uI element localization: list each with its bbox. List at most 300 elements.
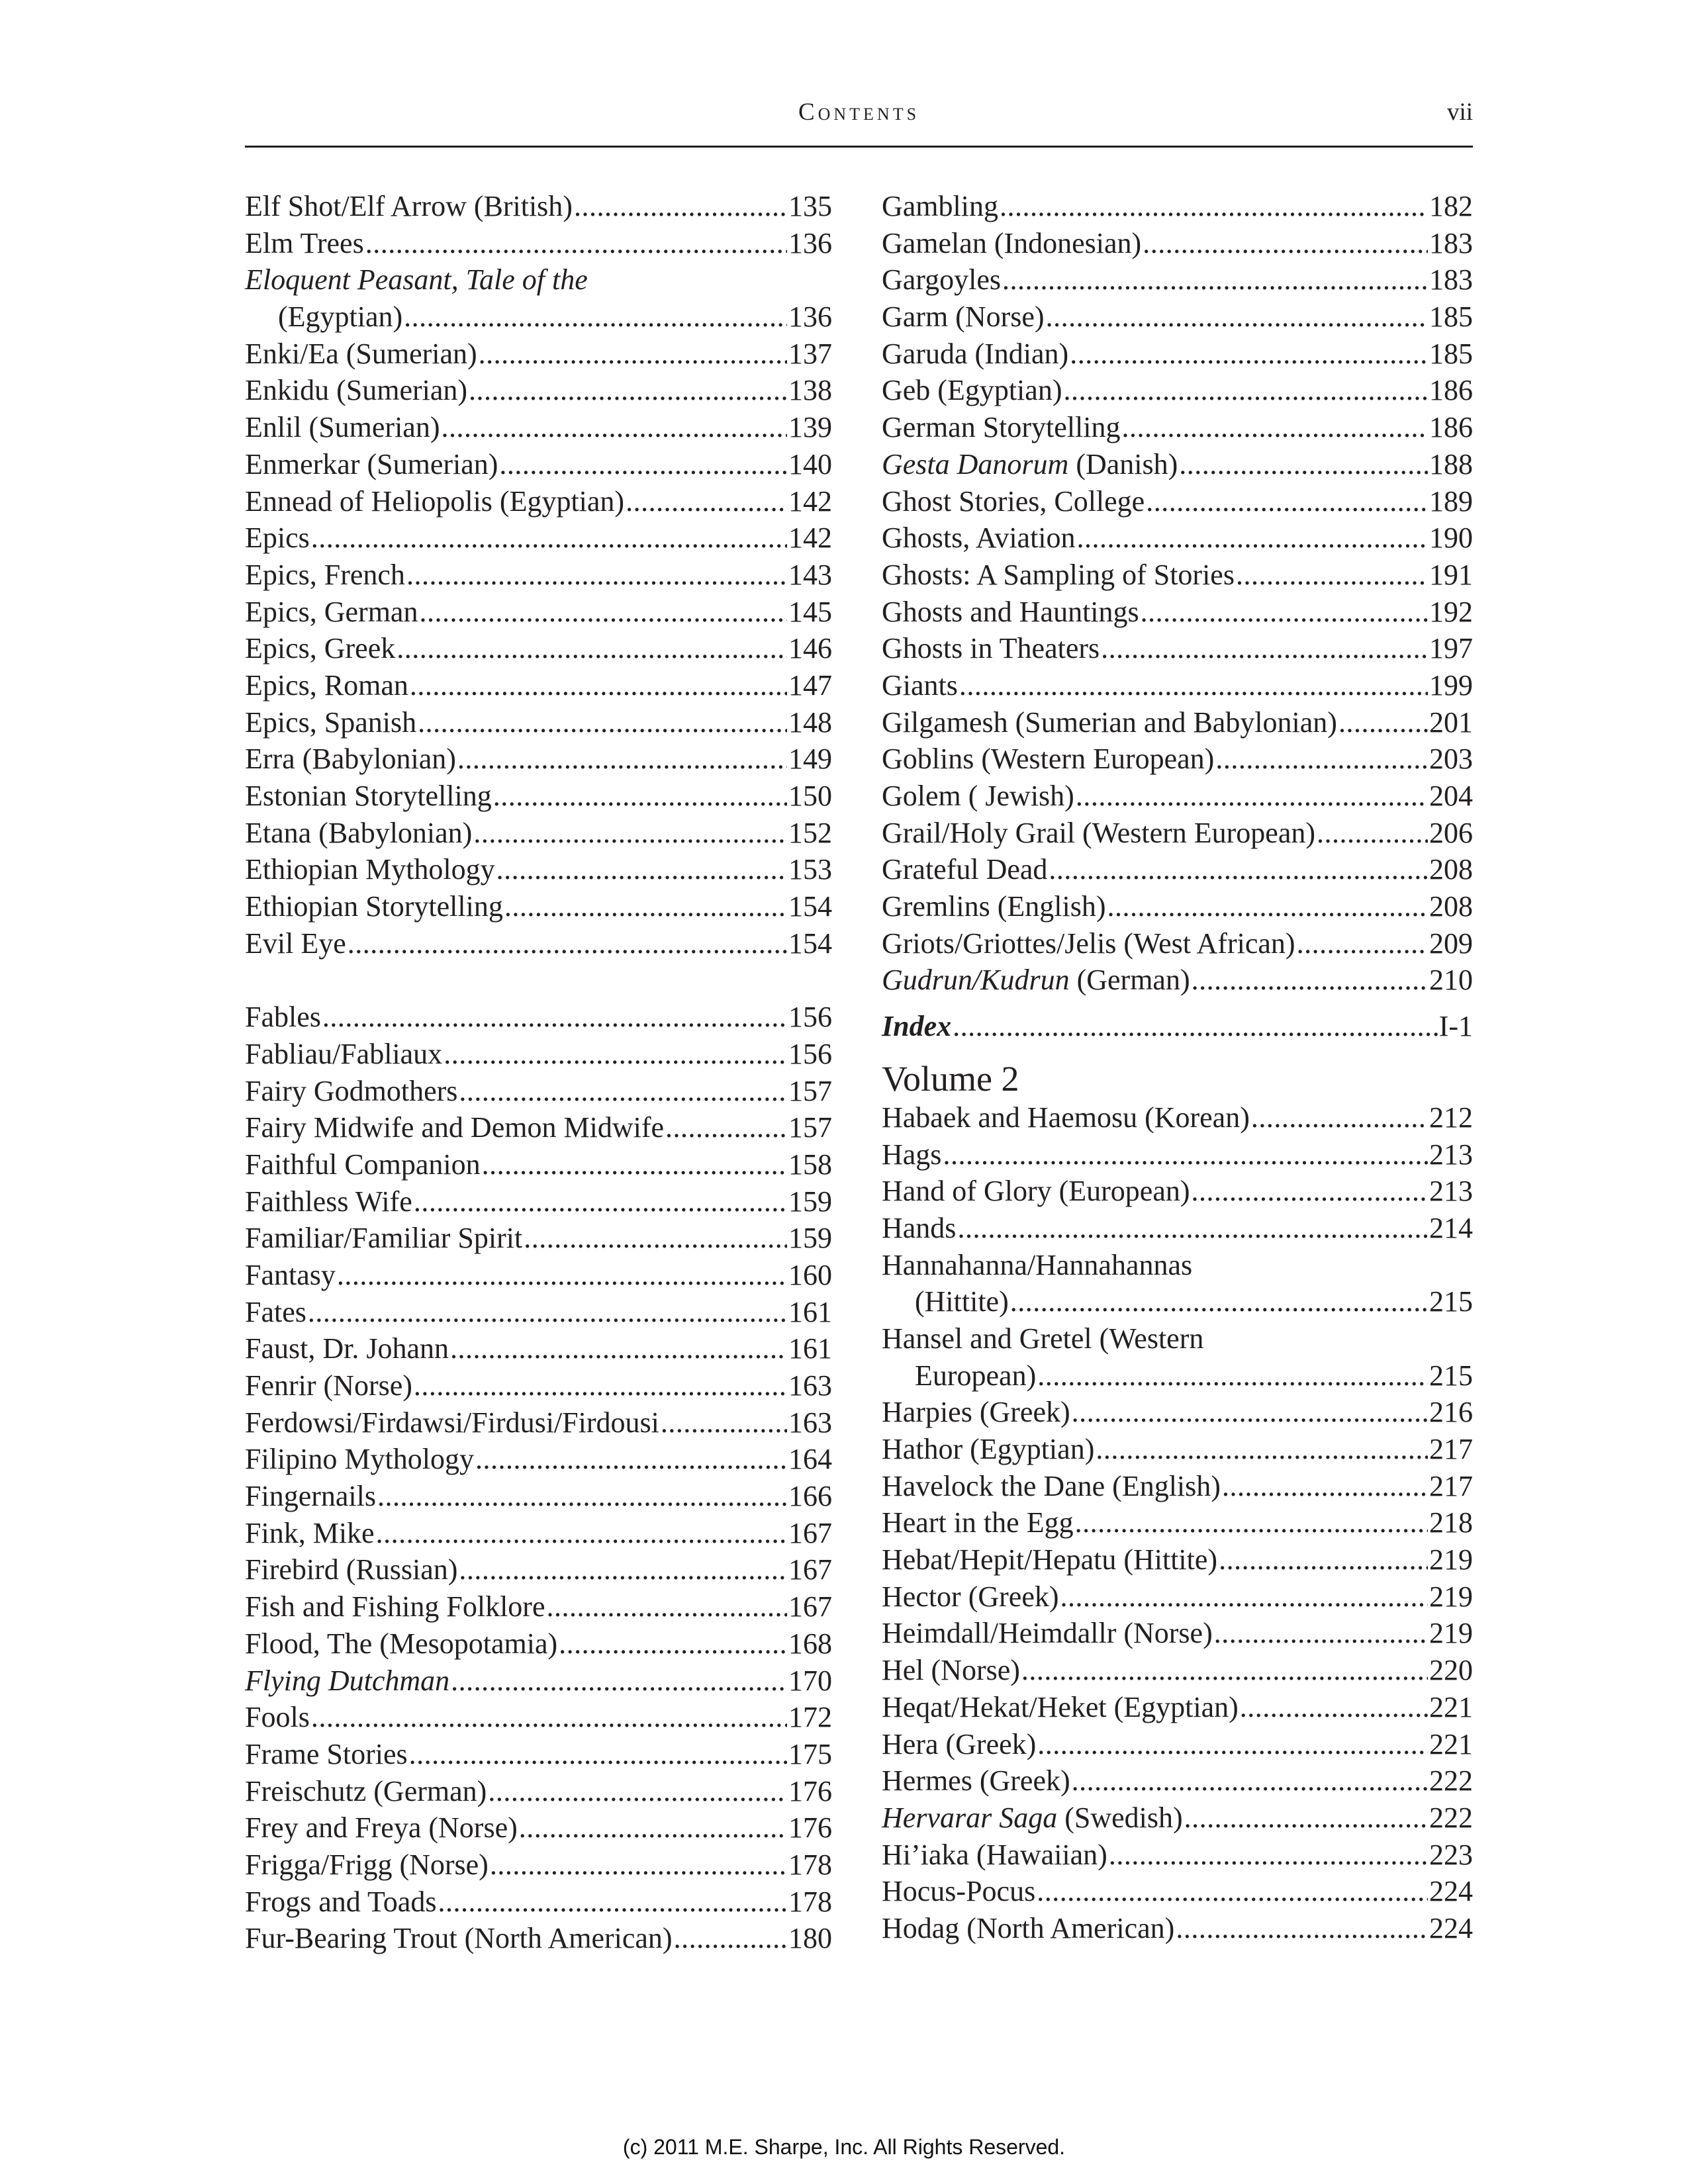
toc-entry[interactable] [882,704,1473,741]
toc-entry[interactable] [245,1294,832,1331]
toc-entry[interactable] [882,815,1473,852]
leader-dots [406,557,787,594]
toc-entry[interactable] [245,520,832,557]
entry-page: 146 [788,632,832,665]
page-number: vii [1446,99,1473,126]
leader-dots [519,1809,787,1846]
entry-page: 148 [788,705,832,739]
entry-title: Gargoyles [882,263,1002,296]
leader-dots [1010,1283,1428,1320]
leader-dots [959,667,1428,704]
toc-entry[interactable] [882,1873,1473,1910]
leader-dots [957,1210,1428,1247]
entry-page: 215 [1429,1359,1473,1392]
toc-entry[interactable] [245,1441,832,1478]
leader-dots [1251,1099,1428,1136]
entry-title: Hera (Greek) [882,1727,1037,1760]
entry-title: Grail/Holy Grail (Western European) [882,816,1315,849]
toc-entry[interactable] [882,1652,1473,1689]
entry-title: Erra (Babylonian) [245,743,456,776]
leader-dots [365,225,787,262]
entry-title: Fables [245,1001,321,1034]
entry-title: Etana (Babylonian) [245,816,473,849]
leader-dots [1236,557,1428,594]
entry-page: 167 [788,1553,832,1586]
toc-entry[interactable] [882,1541,1473,1578]
entry-page: 219 [1429,1617,1473,1650]
entry-page: 188 [1429,447,1473,480]
leader-dots [574,188,787,225]
entry-page: 185 [1429,337,1473,370]
toc-entry[interactable] [245,815,832,852]
leader-dots [451,1662,787,1700]
leader-dots [1179,446,1428,483]
toc-right-column [882,188,1473,1947]
entry-page: 209 [1429,927,1473,960]
leader-dots [661,1404,787,1441]
toc-entry[interactable] [245,1404,832,1441]
toc-entry[interactable] [245,630,832,667]
toc-entry[interactable] [245,1257,832,1294]
leader-dots [1070,336,1428,373]
leader-dots [1049,851,1428,888]
leader-dots [1000,188,1428,225]
toc-entry[interactable] [882,630,1473,667]
entry-page: 183 [1429,226,1473,259]
entry-title: Frame Stories [245,1737,408,1770]
entry-title: Hand of Glory (European) [882,1175,1190,1208]
entry-title: Fairy Midwife and Demon Midwife [245,1111,664,1144]
leader-dots [1075,1504,1428,1541]
leader-dots [1184,1799,1428,1837]
leader-dots [626,483,787,520]
entry-title: Firebird (Russian) [245,1553,458,1586]
entry-title: Fingernails [245,1480,376,1513]
entry-page: 186 [1429,374,1473,407]
entry-title: German Storytelling [882,411,1121,444]
leader-dots [490,1846,787,1884]
leader-dots [1072,1762,1428,1799]
entry-title: Ghosts in Theaters [882,632,1100,665]
toc-entry[interactable] [882,594,1473,631]
entry-page: 215 [1429,1285,1473,1318]
entry-page: 152 [788,816,832,849]
leader-dots [1077,520,1428,557]
toc-entry[interactable] [245,409,832,446]
running-head-title: Contents [798,99,920,126]
entry-page: 142 [788,522,832,555]
leader-dots [493,778,787,815]
entry-title-continued: European) [915,1359,1037,1392]
toc-entry[interactable] [882,446,1473,483]
leader-dots [1096,1431,1428,1468]
entry-page: 178 [788,1885,832,1918]
toc-entry[interactable] [245,1920,832,1957]
entry-page: 175 [788,1737,832,1770]
entry-title: Hel (Norse) [882,1654,1020,1687]
entry-page: 159 [788,1185,832,1218]
toc-entry[interactable] [245,188,832,225]
entry-page: 219 [1429,1580,1473,1613]
entry-title: Eloquent Peasant, Tale of the [245,263,588,296]
entry-page: 140 [788,447,832,480]
leader-dots [488,1773,787,1810]
toc-entry[interactable] [882,372,1473,409]
toc-entry[interactable] [882,778,1473,815]
entry-page: 157 [788,1111,832,1144]
leader-dots [499,446,787,483]
entry-title: Fish and Fishing Folklore [245,1590,545,1623]
entry-title: Hags [882,1138,942,1171]
volume-heading: Volume 2 [882,1058,1019,1099]
entry-page: 136 [788,300,832,334]
leader-dots [1072,1394,1428,1431]
entry-title: Epics, German [245,595,418,628]
entry-page: 168 [788,1627,832,1660]
entry-title: Goblins (Western European) [882,743,1215,776]
entry-title: Familiar/Familiar Spirit [245,1222,523,1255]
leader-dots [322,999,787,1036]
leader-dots [438,1884,787,1921]
toc-entry[interactable] [245,1036,832,1073]
section-spacer [245,962,832,999]
toc-entry[interactable] [882,409,1473,446]
toc-entry[interactable] [882,483,1473,520]
leader-dots [337,1257,787,1294]
leader-dots [397,630,787,667]
entry-title: Flying Dutchman [245,1664,450,1697]
entry-title: Fates [245,1295,306,1328]
entry-title: Gamelan (Indonesian) [882,226,1142,259]
entry-page: 219 [1429,1543,1473,1576]
toc-left-column [245,188,832,1957]
toc-entry[interactable] [245,1551,832,1588]
toc-entry[interactable] [245,1367,832,1404]
toc-entry[interactable] [882,188,1473,225]
leader-dots [1060,1578,1428,1615]
leader-dots [943,1136,1428,1173]
entry-title: Griots/Griottes/Jelis (West African) [882,927,1295,960]
entry-title: Epics, Roman [245,668,408,702]
leader-dots [504,888,787,925]
entry-page: 153 [788,853,832,886]
toc-entry[interactable] [882,1504,1473,1541]
toc-entry[interactable] [882,888,1473,925]
leader-dots [482,1146,787,1183]
leader-dots [1338,704,1428,741]
entry-page: 158 [788,1148,832,1181]
toc-entry[interactable] [245,483,832,520]
leader-dots [308,1294,787,1331]
entry-page: 218 [1429,1506,1473,1539]
toc-entry[interactable] [245,336,832,373]
entry-title: Fink, Mike [245,1516,375,1549]
entry-page: 167 [788,1590,832,1623]
entry-title: Enlil (Sumerian) [245,411,440,444]
toc-entry[interactable] [245,741,832,778]
entry-title: (Danish) [1068,447,1178,480]
entry-page: 222 [1429,1801,1473,1834]
entry-title: Frigga/Frigg (Norse) [245,1848,489,1881]
toc-entry[interactable] [882,1210,1473,1247]
entry-title: Ghosts and Hauntings [882,595,1139,628]
entry-title: Faust, Dr. Johann [245,1332,449,1365]
leader-dots [348,925,787,962]
entry-title: Heart in the Egg [882,1506,1074,1539]
leader-dots [475,1441,787,1478]
entry-title: Ghosts, Aviation [882,522,1076,555]
toc-entry[interactable] [882,1837,1473,1874]
leader-dots [1143,225,1428,262]
entry-page: 161 [788,1295,832,1328]
entry-title: Elm Trees [245,226,364,259]
leader-dots [1146,483,1428,520]
leader-dots [1101,630,1428,667]
leader-dots [1076,778,1428,815]
entry-page: 221 [1429,1690,1473,1723]
entry-title: Garuda (Indian) [882,337,1069,370]
entry-title: Hannahanna/Hannahannas [882,1248,1193,1281]
leader-dots [1021,1652,1428,1689]
toc-entry[interactable] [245,594,832,631]
entry-page: 217 [1429,1433,1473,1466]
toc-entry[interactable] [245,1109,832,1146]
entry-title: Frogs and Toads [245,1885,437,1918]
toc-entry[interactable] [245,1809,832,1846]
entry-page: 163 [788,1369,832,1402]
toc-entry[interactable] [882,1136,1473,1173]
header-rule [245,146,1473,148]
toc-entry[interactable] [882,557,1473,594]
entry-page: 178 [788,1848,832,1881]
toc-entry[interactable] [245,778,832,815]
entry-page: 136 [788,226,832,259]
entry-title: Evil Eye [245,927,346,960]
entry-page: 208 [1429,853,1473,886]
toc-entry[interactable] [882,1431,1473,1468]
toc-entry[interactable] [245,1183,832,1220]
leader-dots [674,1920,787,1957]
toc-entry[interactable] [245,1625,832,1662]
entry-title: Epics, Spanish [245,705,417,739]
leader-dots [311,520,787,557]
entry-title: Fairy Godmothers [245,1074,458,1107]
toc-entry[interactable] [245,1736,832,1773]
entry-title: Elf Shot/Elf Arrow (British) [245,190,573,222]
entry-title: Hermes (Greek) [882,1764,1070,1797]
toc-entry[interactable] [245,1699,832,1736]
leader-dots [524,1220,787,1257]
entry-page: 224 [1429,1875,1473,1908]
toc-entry[interactable] [882,1468,1473,1505]
leader-dots [1046,298,1428,336]
running-head [245,98,1473,132]
entry-title: Ethiopian Mythology [245,853,495,886]
entry-title: (Swedish) [1057,1801,1183,1834]
toc-entry[interactable] [245,261,832,335]
toc-entry[interactable] [245,1515,832,1552]
entry-title: Hi’iaka (Hawaiian) [882,1838,1107,1871]
toc-entry[interactable] [882,1320,1473,1394]
entry-page: 183 [1429,263,1473,296]
leader-dots [1109,1837,1428,1874]
toc-entry[interactable] [882,225,1473,262]
toc-entry[interactable] [882,1578,1473,1615]
leader-dots [1037,1873,1428,1910]
entry-title: Harpies (Greek) [882,1396,1070,1429]
toc-entry[interactable] [245,1884,832,1921]
toc-entry[interactable] [245,1073,832,1110]
toc-entry[interactable] [882,1173,1473,1210]
toc-entry[interactable] [245,851,832,888]
entry-page: 180 [788,1922,832,1955]
entry-page: 210 [1429,964,1473,997]
leader-dots [953,1008,1438,1045]
entry-page: 189 [1429,484,1473,518]
leader-dots [1037,1726,1428,1763]
toc-entry[interactable] [245,1846,832,1884]
entry-page: 167 [788,1516,832,1549]
entry-title: (German) [1069,964,1190,997]
entry-page: 204 [1429,780,1473,812]
entry-page: 223 [1429,1838,1473,1871]
entry-page: 203 [1429,743,1473,776]
entry-title: Habaek and Haemosu (Korean) [882,1101,1250,1134]
entry-title: Garm (Norse) [882,300,1045,334]
leader-dots [496,851,787,888]
toc-entry[interactable] [245,372,832,409]
leader-dots [1122,409,1429,446]
entry-title: Fabliau/Fabliaux [245,1037,443,1070]
entry-page: 208 [1429,890,1473,923]
entry-title: Giants [882,668,958,702]
entry-title: Ferdowsi/Firdawsi/Firdusi/Firdousi [245,1406,659,1439]
leader-dots [459,1073,787,1110]
toc-entry[interactable] [245,1662,832,1700]
entry-title: Hebat/Hepit/Hepatu (Hittite) [882,1543,1218,1576]
toc-entry[interactable] [882,667,1473,704]
toc-entry[interactable] [882,962,1473,999]
toc-entry[interactable] [882,1689,1473,1726]
leader-dots [1063,372,1428,409]
entry-title: Flood, The (Mesopotamia) [245,1627,558,1660]
toc-entry[interactable] [245,888,832,925]
leader-dots [1215,741,1428,778]
toc-entry[interactable] [882,851,1473,888]
entry-title: Heqat/Hekat/Heket (Egyptian) [882,1690,1239,1723]
toc-entry[interactable] [245,446,832,483]
entry-page: 156 [788,1001,832,1034]
leader-dots [1192,962,1428,999]
toc-entry[interactable] [882,261,1473,298]
entry-title: Enki/Ea (Sumerian) [245,337,477,370]
section-spacer [882,999,1473,1008]
entry-page: 164 [788,1443,832,1476]
entry-title: Geb (Egyptian) [882,374,1062,407]
toc-entry[interactable] [245,925,832,962]
toc-entry[interactable] [882,1099,1473,1136]
toc-entry[interactable] [882,1799,1473,1837]
entry-title: Hansel and Gretel (Western [882,1322,1204,1355]
entry-title: Faithful Companion [245,1148,481,1181]
toc-entry[interactable] [882,741,1473,778]
toc-entry-index[interactable] [882,1008,1473,1045]
entry-page: 221 [1429,1727,1473,1760]
entry-page: 213 [1429,1138,1473,1171]
leader-dots [457,741,787,778]
toc-entry[interactable] [245,1330,832,1367]
entry-title: Fantasy [245,1258,336,1291]
entry-title: Fur-Bearing Trout (North American) [245,1922,673,1955]
toc-entry[interactable] [882,925,1473,962]
leader-dots [442,409,788,446]
toc-entry[interactable] [245,1146,832,1183]
toc-entry[interactable] [882,336,1473,373]
toc-entry[interactable] [245,704,832,741]
toc-entry[interactable] [245,1588,832,1625]
leader-dots [469,372,787,409]
entry-title: Hands [882,1211,957,1244]
toc-entry[interactable] [882,298,1473,336]
toc-entry[interactable] [245,1478,832,1515]
entry-title: Epics, French [245,558,405,591]
entry-page: 161 [788,1332,832,1365]
toc-entry[interactable] [882,1726,1473,1763]
entry-page: 212 [1429,1101,1473,1134]
entry-title: Hodag (North American) [882,1911,1175,1944]
toc-entry[interactable] [245,999,832,1036]
toc-entry[interactable] [245,1773,832,1810]
entry-page: 216 [1429,1396,1473,1429]
toc-entry[interactable] [882,1615,1473,1652]
toc-entry[interactable] [882,520,1473,557]
leader-dots [450,1330,787,1367]
entry-title: Estonian Storytelling [245,780,492,813]
leader-dots [418,704,787,741]
entry-page: 220 [1429,1654,1473,1687]
entry-page: 186 [1429,411,1473,444]
entry-page: I-1 [1438,1010,1473,1043]
toc-entry[interactable] [882,1247,1473,1320]
toc-entry[interactable] [882,1394,1473,1431]
leader-dots [1214,1615,1428,1652]
entry-title-continued: (Hittite) [915,1285,1009,1318]
entry-page: 135 [788,190,832,222]
entry-title: Ethiopian Storytelling [245,890,503,923]
entry-title: Fools [245,1701,310,1734]
entry-page: 139 [788,411,832,444]
entry-title: Index [882,1010,952,1043]
leader-dots [311,1699,787,1736]
toc-entry[interactable] [245,557,832,594]
copyright-notice: (c) 2011 M.E. Sharpe, Inc. All Rights Reserved. [622,2135,1066,2159]
entry-page: 191 [1429,558,1473,591]
entry-page: 159 [788,1222,832,1255]
entry-page: 185 [1429,300,1473,334]
leader-dots [1222,1468,1428,1505]
entry-page: 176 [788,1811,832,1844]
entry-title-italic: Hervarar Saga [882,1801,1058,1834]
entry-page: 182 [1429,190,1473,222]
entry-title: Enkidu (Sumerian) [245,374,468,407]
toc-entry[interactable] [245,225,832,262]
toc-entry[interactable] [245,667,832,704]
toc-entry[interactable] [882,1910,1473,1947]
toc-entry[interactable] [245,1220,832,1257]
toc-entry[interactable] [882,1762,1473,1799]
entry-page: 154 [788,890,832,923]
entry-page: 190 [1429,522,1473,555]
